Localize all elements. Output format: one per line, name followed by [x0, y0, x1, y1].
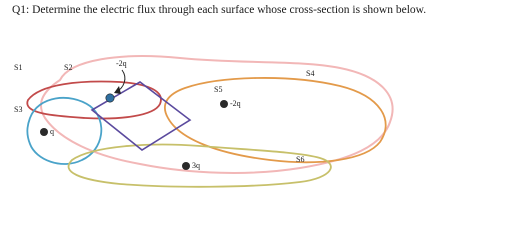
- svg-text:-2q: -2q: [230, 99, 241, 108]
- question-body: Determine the electric flux through each surface whose cross-section is shown below.: [32, 4, 427, 16]
- label-s1: S1: [14, 63, 23, 72]
- label-s5: S5: [214, 85, 223, 94]
- surface-s1: [41, 56, 393, 173]
- surface-s4: [165, 78, 386, 162]
- charge-3q: [182, 161, 200, 170]
- label-s2: S2: [64, 63, 73, 72]
- svg-text:q: q: [50, 127, 54, 136]
- label-s6: S6: [296, 155, 305, 164]
- svg-text:-2q: -2q: [116, 59, 127, 68]
- question-number: Q1:: [12, 4, 30, 16]
- charge-pointer-arrowhead: [114, 86, 121, 94]
- label-s3: S3: [14, 105, 23, 114]
- svg-text:3q: 3q: [192, 161, 200, 170]
- surface-s3: [27, 98, 101, 164]
- charge-neg-2q-right: [220, 99, 241, 108]
- charge-q: [40, 127, 54, 136]
- label-s4: S4: [306, 69, 315, 78]
